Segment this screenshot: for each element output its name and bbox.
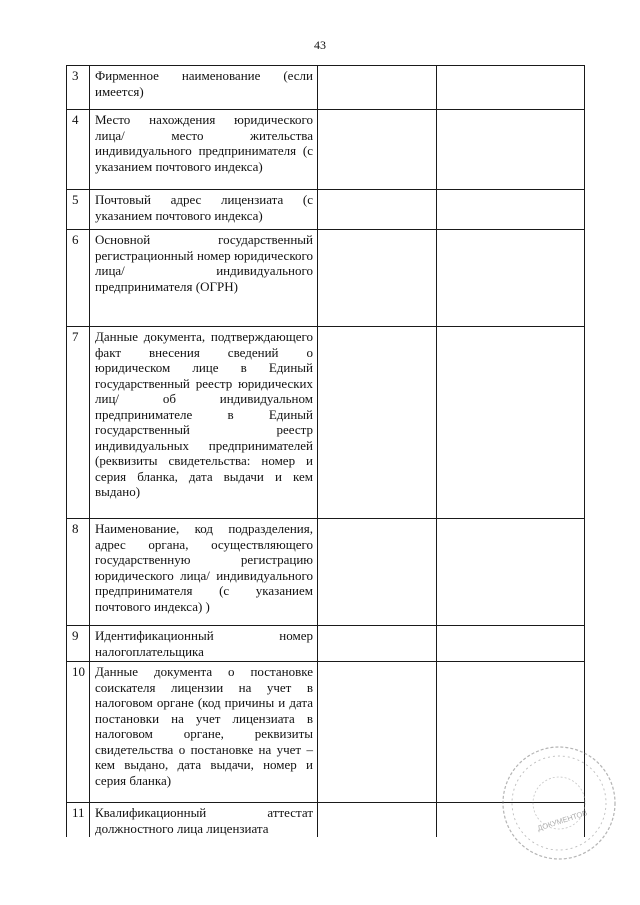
value-cell (437, 190, 585, 230)
value-cell (437, 230, 585, 327)
value-cell (318, 519, 437, 626)
row-number: 10 (67, 662, 90, 803)
row-number: 7 (67, 327, 90, 519)
value-cell (318, 190, 437, 230)
row-number: 3 (67, 66, 90, 110)
row-number: 9 (67, 626, 90, 662)
table-row (67, 66, 585, 110)
row-field-name: Наименование, код подразделения, адрес органа, осуществляющего государственную регистрацию юридического лица/ индивидуального предпринимателя (с указанием почтового индекса) ) (90, 519, 318, 626)
table-row (67, 626, 585, 662)
value-cell (318, 230, 437, 327)
row-field-name: Данные документа, подтверждающего факт внесения сведений о юридическом лице в Единый государственный реестр юридических лиц/ об индивидуальном предпринимателе в Единый государственный реестр индивидуальных предпринимателей (реквизиты свидетельства: номер и серия бланка, дата выдачи и кем выдано) (90, 327, 318, 519)
table-row (67, 327, 585, 519)
value-cell (437, 519, 585, 626)
table-row (67, 519, 585, 626)
value-cell (318, 803, 437, 838)
row-field-name: Место нахождения юридического лица/ место жительства индивидуального предпринимателя (с указанием почтового индекса) (90, 110, 318, 190)
table-row (67, 230, 585, 327)
row-field-name: Квалификационный аттестат должностного лица лицензиата (90, 803, 318, 838)
value-cell (318, 66, 437, 110)
value-cell (318, 626, 437, 662)
stamp-text: ДОКУМЕНТОВ (536, 808, 589, 833)
row-number: 8 (67, 519, 90, 626)
row-field-name: Фирменное наименование (если имеется) (90, 66, 318, 110)
row-field-name: Идентификационный номер налогоплательщика (90, 626, 318, 662)
row-field-name: Основной государственный регистрационный номер юридического лица/ индивидуального предпринимателя (ОГРН) (90, 230, 318, 327)
row-field-name: Данные документа о постановке соискателя лицензии на учет в налоговом органе (код причины и дата постановки на учет лицензиата в налоговом органе, реквизиты свидетельства о постановке на учет – кем выдано, дата выдачи, номер и серия бланка) (90, 662, 318, 803)
license-data-table (66, 65, 585, 837)
row-field-name: Почтовый адрес лицензиата (с указанием почтового индекса) (90, 190, 318, 230)
value-cell (437, 327, 585, 519)
value-cell (437, 626, 585, 662)
value-cell (437, 66, 585, 110)
row-number: 11 (67, 803, 90, 838)
row-number: 4 (67, 110, 90, 190)
table-row (67, 110, 585, 190)
value-cell (437, 110, 585, 190)
value-cell (318, 110, 437, 190)
page-number: 43 (314, 38, 326, 52)
row-number: 5 (67, 190, 90, 230)
value-cell (318, 327, 437, 519)
stamp-seal (498, 742, 620, 864)
value-cell (318, 662, 437, 803)
table-row (67, 190, 585, 230)
row-number: 6 (67, 230, 90, 327)
